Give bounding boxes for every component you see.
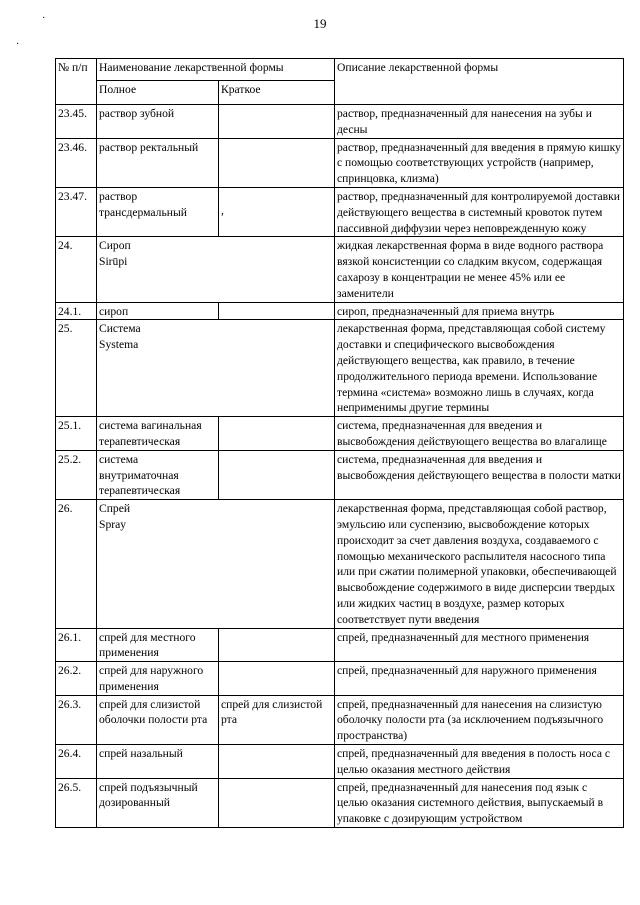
header-short-name: Краткое	[219, 81, 335, 105]
full-name: спрей для наружного применения	[97, 662, 219, 696]
table-row	[56, 417, 624, 451]
table-row	[56, 500, 624, 628]
description: система, предназначенная для введения и высвобождения действующего вещества во влагалище	[335, 417, 624, 451]
row-number: 26.2.	[56, 662, 97, 696]
form-name: Система	[99, 322, 141, 336]
header-full-name: Полное	[97, 81, 219, 105]
description: раствор, предназначенный для введения в прямую кишку с помощью соответствующих устройств (например, спринцовка, клизма)	[335, 138, 624, 187]
full-name: система внутриматочная терапевтическая	[97, 450, 219, 499]
description: спрей, предназначенный для наружного применения	[335, 662, 624, 696]
short-name	[219, 417, 335, 451]
header-num: № п/п	[56, 59, 97, 105]
row-number: 26.1.	[56, 628, 97, 662]
row-number: 26.3.	[56, 695, 97, 744]
table-row	[56, 237, 624, 302]
row-number: 25.	[56, 320, 97, 417]
description: спрей, предназначенный для нанесения под язык с целью оказания системного действия, выпускаемый в упаковке с дозирующим устройством	[335, 778, 624, 827]
short-name: спрей для слизистой рта	[219, 695, 335, 744]
description: спрей, предназначенный для местного применения	[335, 628, 624, 662]
merged-name-cell	[97, 500, 335, 628]
short-name	[219, 628, 335, 662]
short-name	[219, 302, 335, 320]
short-name	[219, 187, 335, 236]
form-latin-name: Sirūpi	[99, 255, 128, 269]
row-number: 26.4.	[56, 745, 97, 779]
row-number: 23.46.	[56, 138, 97, 187]
row-number: 26.	[56, 500, 97, 628]
description: жидкая лекарственная форма в виде водного раствора вязкой консистенции со сладким вкусом, содержащая сахарозу в концентрации не менее 45% или ее заменители	[335, 237, 624, 302]
form-latin-name: Spray	[99, 517, 127, 531]
form-name: Сироп	[99, 239, 131, 253]
scan-dot: ·	[16, 39, 20, 50]
table-row	[56, 628, 624, 662]
stray-mark: ,	[221, 203, 224, 217]
full-name: спрей для слизистой оболочки полости рта	[97, 695, 219, 744]
full-name: сироп	[97, 302, 219, 320]
table-row	[56, 662, 624, 696]
description: лекарственная форма, представляющая собой раствор, эмульсию или суспензию, высвобождение которых происходит за счет давления воздуха, создаваемого с помощью механического распылителя насосного типа или при сжатии полимерной упаковки, обеспечивающей высвобождение содержимого в виде дисперсии твердых или жидких частиц в воздухе, размер которых соответствует пути введения	[335, 500, 624, 628]
short-name	[219, 105, 335, 139]
short-name	[219, 745, 335, 779]
description: система, предназначенная для введения и высвобождения действующего вещества в полости матки	[335, 450, 624, 499]
table-row	[56, 450, 624, 499]
short-name	[219, 778, 335, 827]
table-row	[56, 778, 624, 827]
description: раствор, предназначенный для контролируемой доставки действующего вещества в системный кровоток путем пассивной диффузии через неповрежденную кожу	[335, 187, 624, 236]
table-row	[56, 105, 624, 139]
table-row	[56, 320, 624, 417]
short-name	[219, 662, 335, 696]
table-row	[56, 138, 624, 187]
scan-dot: ·	[42, 13, 46, 24]
full-name: система вагинальная терапевтическая	[97, 417, 219, 451]
full-name: спрей для местного применения	[97, 628, 219, 662]
full-name: спрей назальный	[97, 745, 219, 779]
table-row	[56, 695, 624, 744]
table-row	[56, 745, 624, 779]
description: спрей, предназначенный для введения в полость носа с целью оказания местного действия	[335, 745, 624, 779]
row-number: 25.1.	[56, 417, 97, 451]
description: раствор, предназначенный для нанесения на зубы и десны	[335, 105, 624, 139]
merged-name-cell	[97, 237, 335, 302]
description: спрей, предназначенный для нанесения на слизистую оболочку полости рта (за исключением подъязычного пространства)	[335, 695, 624, 744]
description: лекарственная форма, представляющая собой систему доставки и специфического высвобождения действующего вещества, как правило, в течение продолжительного периода времени. Использование термина «система» возможно лишь в случаях, когда неприменимы другие термины	[335, 320, 624, 417]
dosage-forms-table	[55, 58, 624, 828]
header-name-group: Наименование лекарственной формы	[97, 59, 335, 81]
row-number: 26.5.	[56, 778, 97, 827]
full-name: раствор ректальный	[97, 138, 219, 187]
row-number: 24.	[56, 237, 97, 302]
full-name: спрей подъязычный дозированный	[97, 778, 219, 827]
row-number: 24.1.	[56, 302, 97, 320]
table-row	[56, 187, 624, 236]
description: сироп, предназначенный для приема внутрь	[335, 302, 624, 320]
merged-name-cell	[97, 320, 335, 417]
row-number: 25.2.	[56, 450, 97, 499]
full-name: раствор трансдермальный	[97, 187, 219, 236]
full-name: раствор зубной	[97, 105, 219, 139]
form-latin-name: Systema	[99, 338, 139, 352]
page-number: 19	[313, 16, 327, 31]
table-row	[56, 302, 624, 320]
row-number: 23.45.	[56, 105, 97, 139]
short-name	[219, 138, 335, 187]
row-number: 23.47.	[56, 187, 97, 236]
header-description: Описание лекарственной формы	[335, 59, 624, 105]
form-name: Спрей	[99, 502, 131, 516]
short-name	[219, 450, 335, 499]
